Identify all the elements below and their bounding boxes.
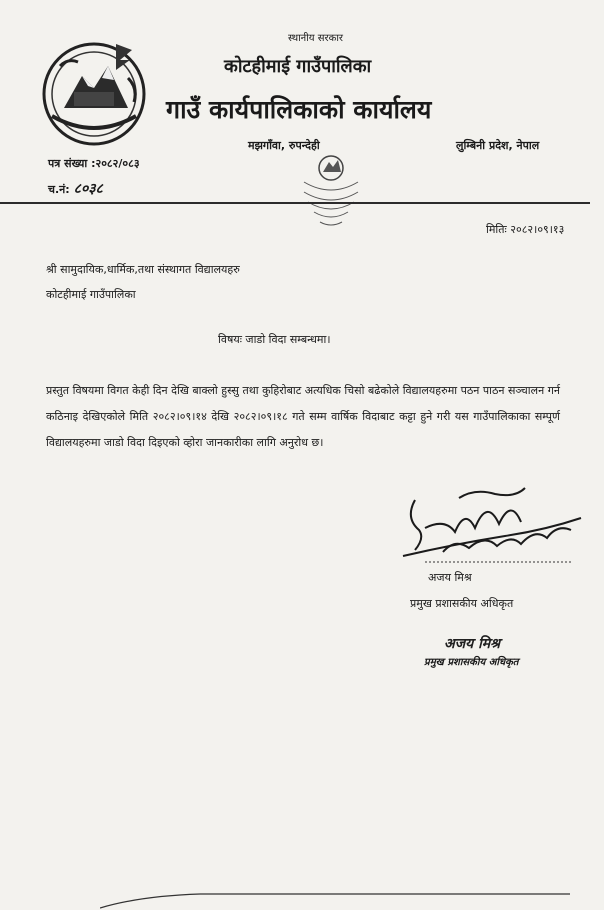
signer-title: प्रमुख प्रशासकीय अधिकृत [410, 597, 514, 610]
signer-name: अजय मिश्र [428, 571, 472, 584]
letter-body: प्रस्तुत विषयमा विगत केही दिन देखि बाक्लो हुस्सु तथा कुहिरोबाट अत्यधिक चिसो बढेकोले विद्यालयहरुमा पठन पाठन सञ्चालन गर्न कठिनाइ देखिएकोले मिति २०८२।०९।१४ देखि २०८२।०९।१८ गते सम्म वार्षिक विदाबाट कट्टा हुने गरी यस गाउँपालिकाका सम्पूर्ण विद्यालयहरुमा जाडो विदा दिइएको व्होरा जानकारीका लागि अनुरोध छ। [46, 384, 560, 449]
subject-line: विषयः जाडो विदा सम्बन्धमा। [218, 333, 331, 346]
dispatch-number [48, 179, 103, 198]
dispatch-label: च.नं: [48, 183, 70, 196]
office-seal-icon [296, 152, 366, 232]
stamp-title: प्रमुख प्रशासकीय अधिकृत [424, 657, 519, 668]
letter-number: पत्र संख्या :२०८२/०८३ [48, 157, 140, 170]
recipient-line-1: श्री सामुदायिक,धार्मिक,तथा संस्थागत विद्यालयहरु [46, 263, 240, 276]
stamp-name: अजय मिश्र [444, 636, 500, 652]
recipient-line-2: कोटहीमाई गाउँपालिका [46, 288, 136, 301]
address-province: लुम्बिनी प्रदेश, नेपाल [456, 139, 540, 152]
local-government-label: स्थानीय सरकार [288, 33, 343, 44]
dispatch-value: ८०३८ [73, 181, 103, 197]
nepal-emblem-icon [38, 36, 150, 148]
header-divider [0, 202, 590, 204]
paper-edge-decoration [100, 888, 570, 910]
office-type-title: गाउँ कार्यपालिकाको कार्यालय [166, 95, 432, 124]
address-local: मझगाँवा, रुपन्देही [248, 139, 320, 152]
letter-date: मितिः २०८२।०९।१३ [486, 223, 565, 236]
handwritten-signature-icon [395, 478, 585, 578]
office-name: कोटहीमाई गाउँपालिका [224, 56, 372, 77]
